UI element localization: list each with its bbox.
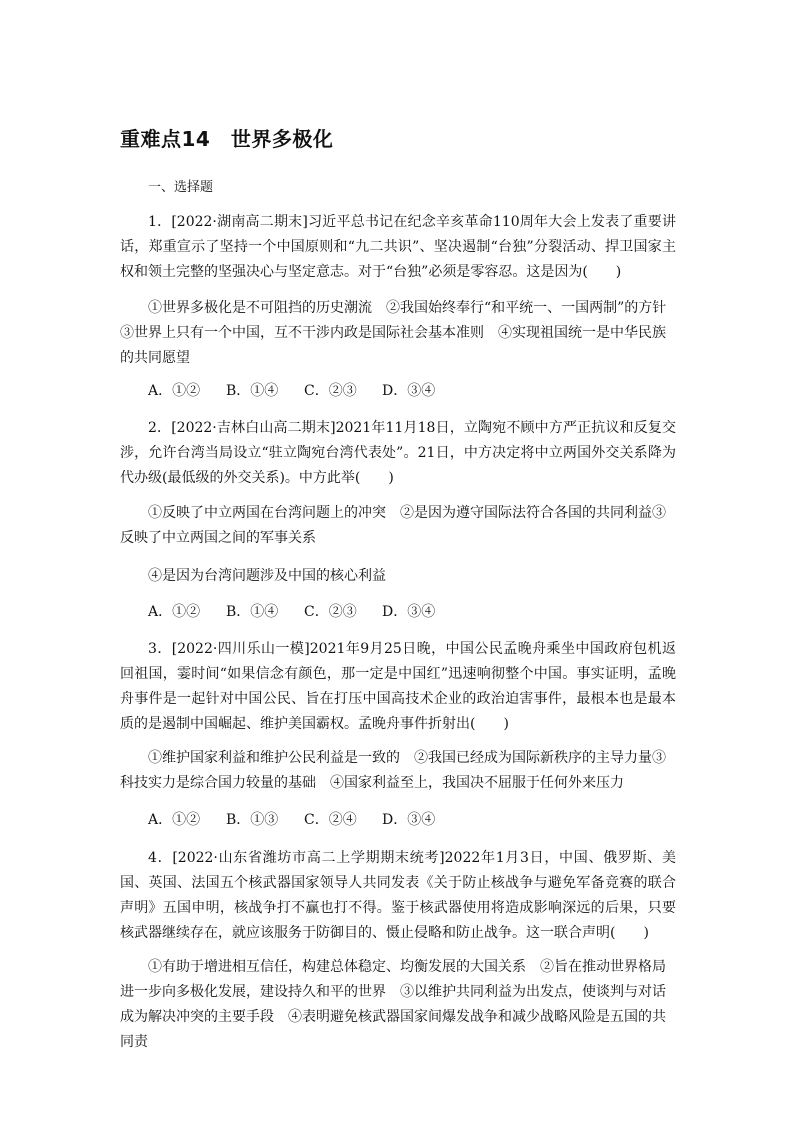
section-heading: 一、选择题 <box>148 180 214 195</box>
choice-a[interactable]: A．①② <box>148 604 201 620</box>
choice-c[interactable]: C．②③ <box>304 383 357 399</box>
question-2 <box>120 416 676 491</box>
choice-b[interactable]: B．①④ <box>226 383 279 399</box>
question-options: ①维护国家利益和维护公民利益是一致的 ②我国已经成为国际新秩序的主导力量③科技实力是综合国力较量的基础 ④国家利益至上，我国决不屈服于任何外来压力 <box>120 750 666 791</box>
choice-b[interactable]: B．①④ <box>226 604 279 620</box>
question-2-choices <box>120 600 676 625</box>
question-1-options <box>120 296 676 371</box>
page-title: 重难点14 世界多极化 <box>120 127 334 151</box>
question-stem: 1．[2022·湖南高二期末]习近平总书记在纪念辛亥革命110周年大会上发表了重要讲话，郑重宣示了坚持一个中国原则和“九二共识”、坚决遏制“台独”分裂活动、捍卫国家主权和领土完整的坚强决心与坚定意志。对于“台独”必须是零容忍。这是因为( ) <box>120 214 676 280</box>
choice-c[interactable]: C．②③ <box>304 604 357 620</box>
choice-a[interactable]: A．①② <box>148 812 201 828</box>
question-3-options <box>120 746 676 796</box>
question-4-options <box>120 955 676 1055</box>
question-2-options-2 <box>120 564 676 589</box>
question-1 <box>120 210 676 285</box>
question-options: ①有助于增进相互信任，构建总体稳定、均衡发展的大国关系 ②旨在推动世界格局进一步向多极化发展，建设持久和平的世界 ③以维护共同利益为出发点，使谈判与对话成为解决冲突的主要手段 ④表明避免核武器国家间爆发战争和减少战略风险是五国的共同责 <box>120 959 666 1050</box>
question-stem: 2．[2022·吉林白山高二期末]2021年11月18日，立陶宛不顾中方严正抗议和反复交涉，允许台湾当局设立“驻立陶宛台湾代表处”。21日，中方决定将中立两国外交关系降为代办级(最低级的外交关系)。中方此举( ) <box>120 420 676 486</box>
choice-d[interactable]: D．③④ <box>382 812 436 828</box>
choice-a[interactable]: A．①② <box>148 383 201 399</box>
question-options-extra: ④是因为台湾问题涉及中国的核心利益 <box>148 568 386 584</box>
question-2-options <box>120 501 676 551</box>
question-1-choices <box>120 379 676 404</box>
question-4 <box>120 846 676 946</box>
choice-d[interactable]: D．③④ <box>382 383 436 399</box>
question-stem: 4．[2022·山东省潍坊市高二上学期期末统考]2022年1月3日，中国、俄罗斯、美国、英国、法国五个核武器国家领导人共同发表《关于防止核战争与避免军备竞赛的联合声明》五国申明，核战争打不赢也打不得。鉴于核武器使用将造成影响深远的后果，只要核武器继续存在，就应该服务于防御目的、慑止侵略和防止战争。这一联合声明( ) <box>120 850 676 941</box>
question-stem: 3．[2022·四川乐山一模]2021年9月25日晚，中国公民孟晚舟乘坐中国政府包机返回祖国，霎时间“如果信念有颜色，那一定是中国红”迅速响彻整个中国。事实证明，孟晚舟事件是一起针对中国公民、旨在打压中国高技术企业的政治迫害事件，最根本也是最本质的是遏制中国崛起、维护美国霸权。孟晚舟事件折射出( ) <box>120 641 676 732</box>
choice-c[interactable]: C．②④ <box>304 812 357 828</box>
choice-d[interactable]: D．③④ <box>382 604 436 620</box>
choice-b[interactable]: B．①③ <box>226 812 279 828</box>
question-options: ①反映了中立两国在台湾问题上的冲突 ②是因为遵守国际法符合各国的共同利益③反映了中立两国之间的军事关系 <box>120 505 666 546</box>
question-3 <box>120 637 676 737</box>
question-3-choices <box>120 808 676 833</box>
question-options: ①世界多极化是不可阻挡的历史潮流 ②我国始终奉行“和平统一、一国两制”的方针③世界上只有一个中国，互不干涉内政是国际社会基本准则 ④实现祖国统一是中华民族的共同愿望 <box>120 300 667 366</box>
